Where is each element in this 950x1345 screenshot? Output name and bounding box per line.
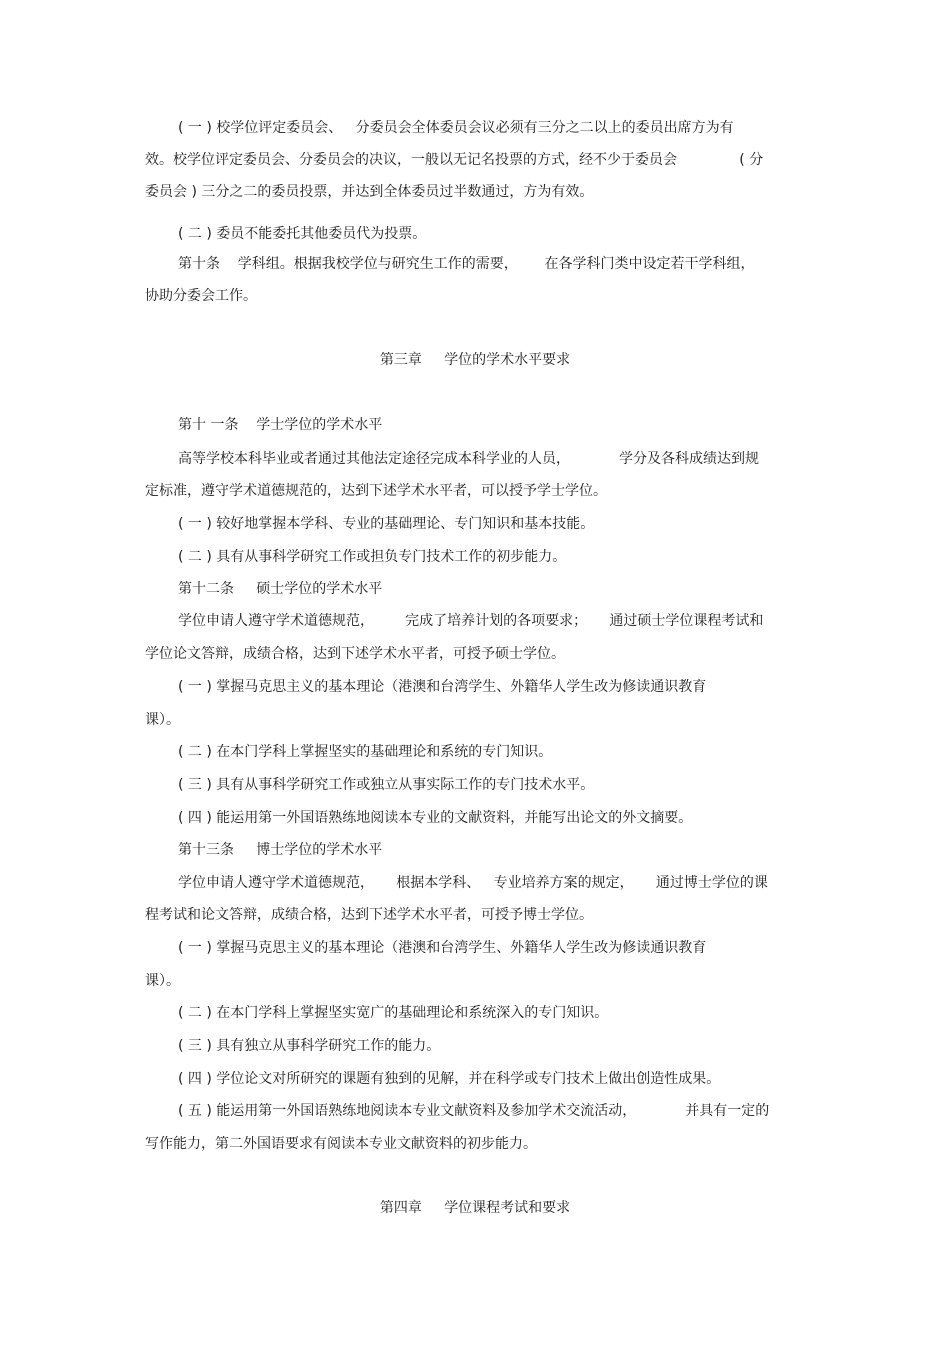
article-heading: 第十 一条 学士学位的学术水平: [178, 417, 383, 433]
paragraph-line: 学位论文答辩，成绩合格，达到下述学术水平者，可授予硕士学位。: [145, 646, 565, 662]
list-item: ( 一 ) 掌握马克思主义的基本理论（港澳和台湾学生、外籍华人学生改为修读通识教育: [178, 940, 707, 956]
paragraph-line: 课）。: [145, 712, 180, 728]
paragraph-line: 程考试和论文答辩，成绩合格，达到下述学术水平者，可授予博士学位。: [145, 907, 593, 923]
list-item: ( 一 ) 掌握马克思主义的基本理论（港澳和台湾学生、外籍华人学生改为修读通识教育: [178, 679, 707, 695]
paragraph-line: 定标准，遵守学术道德规范的，达到下述学术水平者，可以授予学士学位。: [145, 483, 607, 499]
list-item: ( 四 ) 学位论文对所研究的课题有独到的见解，并在科学或专门技术上做出创造性成果。: [178, 1071, 721, 1087]
paragraph-line: 委员会 ) 三分之二的委员投票，并达到全体委员过半数通过，方为有效。: [145, 184, 594, 200]
paragraph-line: 课）。: [145, 973, 180, 989]
list-item: ( 二 ) 在本门学科上掌握坚实宽广的基础理论和系统深入的专门知识。: [178, 1005, 609, 1021]
paragraph-line: ( 一 ) 校学位评定委员会、 分委员会全体委员会议必须有三分之二以上的委员出席方为有: [178, 120, 734, 136]
paragraph-line: 写作能力，第二外国语要求有阅读本专业文献资料的初步能力。: [145, 1136, 537, 1152]
paragraph-line: 学位申请人遵守学术道德规范， 根据本学科、 专业培养方案的规定， 通过博士学位的课: [178, 875, 768, 891]
paragraph-line: 高等学校本科毕业或者通过其他法定途径完成本科学业的人员， 学分及各科成绩达到规: [178, 451, 759, 467]
list-item: ( 一 ) 较好地掌握本学科、专业的基础理论、专门知识和基本技能。: [178, 516, 595, 532]
list-item: ( 四 ) 能运用第一外国语熟练地阅读本专业的文献资料，并能写出论文的外文摘要。: [178, 810, 693, 826]
paragraph-line: 效。校学位评定委员会、分委员会的决议，一般以无记名投票的方式，经不少于委员会 ( 分: [145, 152, 764, 168]
paragraph-line: 学位申请人遵守学术道德规范， 完成了培养计划的各项要求； 通过硕士学位课程考试和: [178, 613, 764, 629]
article-heading: 第十二条 硕士学位的学术水平: [178, 581, 383, 597]
chapter-heading: 第三章 学位的学术水平要求: [379, 352, 571, 368]
list-item: ( 二 ) 在本门学科上掌握坚实的基础理论和系统的专门知识。: [178, 744, 553, 760]
paragraph-line: 协助分委会工作。: [145, 288, 257, 304]
list-item: ( 二 ) 具有从事科学研究工作或担负专门技术工作的初步能力。: [178, 549, 567, 565]
article-heading: 第十三条 博士学位的学术水平: [178, 842, 383, 858]
article-heading: 第十条 学科组。根据我校学位与研究生工作的需要， 在各学科门类中设定若干学科组，: [178, 256, 755, 272]
list-item: ( 五 ) 能运用第一外国语熟练地阅读本专业文献资料及参加学术交流活动， 并具有一定的: [178, 1103, 770, 1119]
paragraph-line: ( 二 ) 委员不能委托其他委员代为投票。: [178, 226, 427, 242]
list-item: ( 三 ) 具有独立从事科学研究工作的能力。: [178, 1038, 441, 1054]
chapter-heading: 第四章 学位课程考试和要求: [379, 1200, 571, 1216]
list-item: ( 三 ) 具有从事科学研究工作或独立从事实际工作的专门技术水平。: [178, 777, 595, 793]
